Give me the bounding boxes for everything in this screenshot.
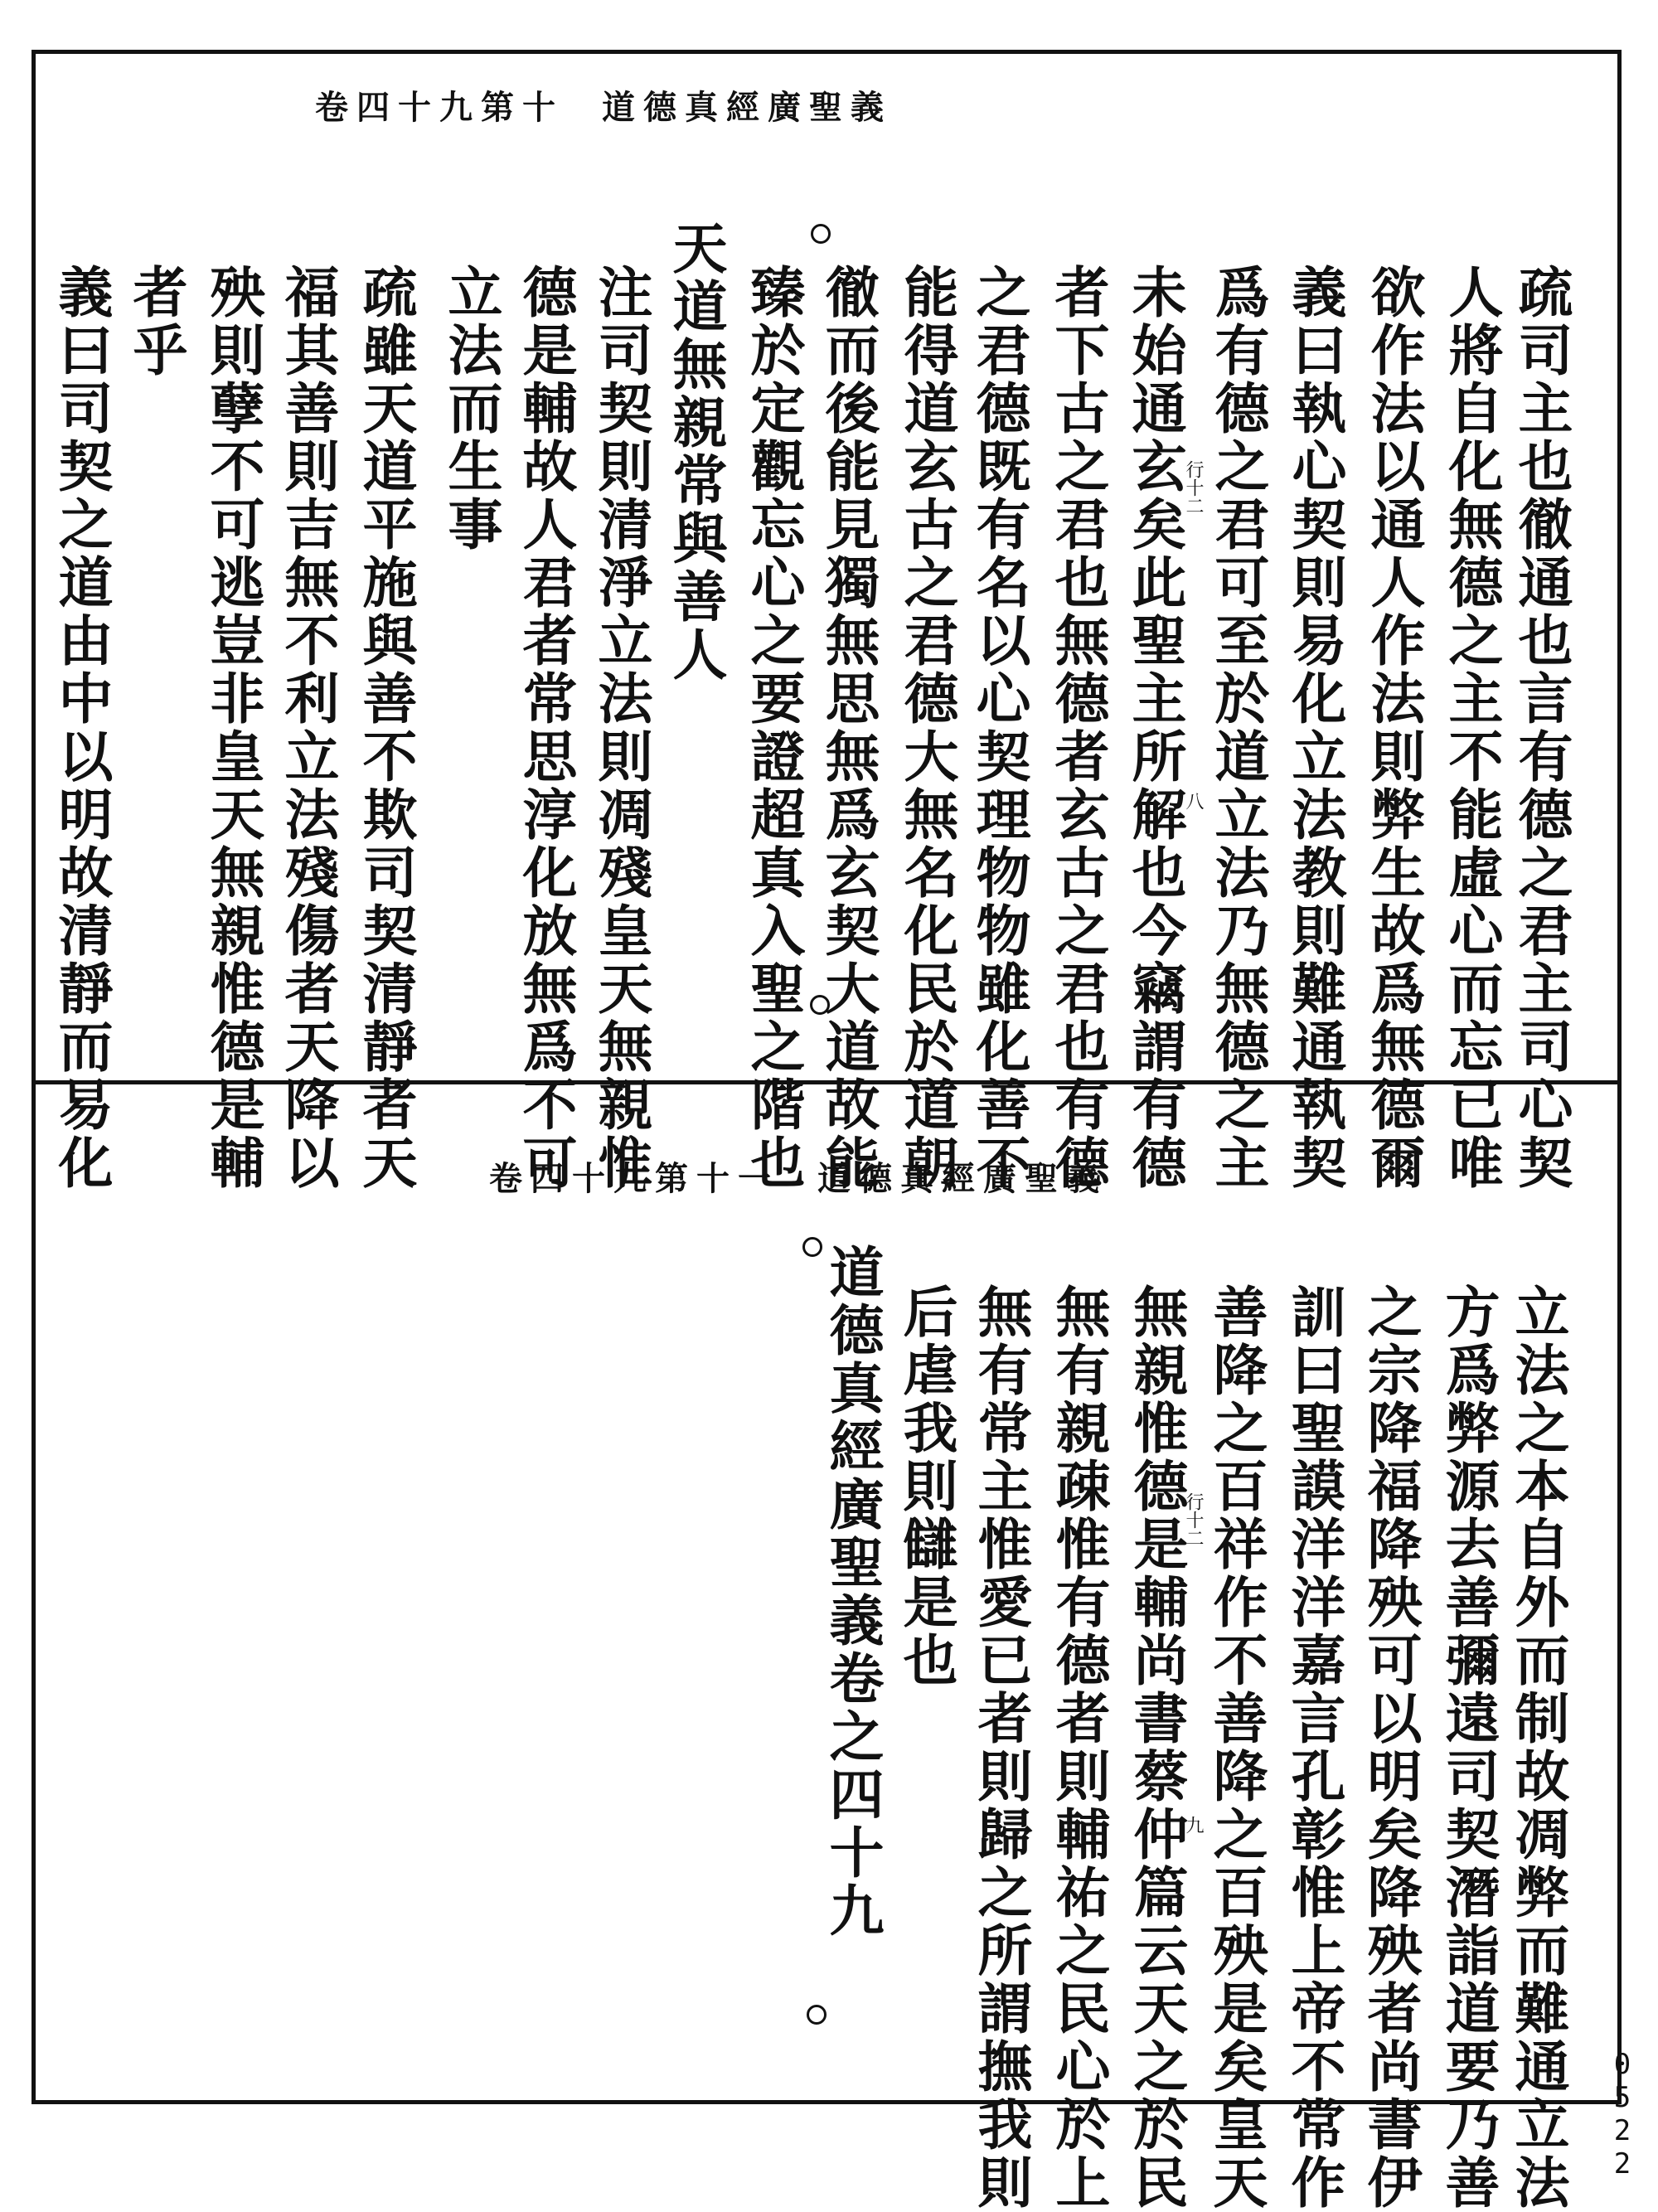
text-column: 者乎 bbox=[124, 264, 188, 380]
margin-note: 九 bbox=[1183, 1816, 1204, 1834]
text-column: 殃則孽不可逃豈非皇天無親惟德是輔 bbox=[201, 264, 265, 1192]
bottom-header-volume: 卷四十九第十一 bbox=[489, 1159, 779, 1198]
text-column: 訓曰聖謨洋洋嘉言孔彰惟上帝不常作 bbox=[1282, 1283, 1346, 2212]
text-column: 注司契則清淨立法則凋殘皇天無親惟 bbox=[589, 264, 653, 1192]
binding-hole-marker bbox=[811, 224, 831, 244]
bottom-header bbox=[489, 1152, 1146, 1200]
text-column: 欲作法以通人作法則弊生故爲無德爾 bbox=[1361, 264, 1426, 1192]
text-column: 立法而生事 bbox=[439, 264, 503, 554]
text-column: 之宗降福降殃可以明矣降殃者尚書伊 bbox=[1358, 1283, 1423, 2212]
text-column: 福其善則吉無不利立法殘傷者天降以 bbox=[275, 264, 340, 1192]
text-column: 天道無親常與善人 bbox=[663, 220, 728, 684]
text-column: 人將自化無德之主不能虛心而忘已唯 bbox=[1439, 264, 1504, 1192]
text-column: 無有親疎惟有德者則輔祐之民心於上 bbox=[1046, 1283, 1111, 2212]
text-column: 未始通玄矣此聖主所解也今竊謂有德 bbox=[1122, 264, 1187, 1192]
binding-hole-marker bbox=[807, 2005, 827, 2025]
page-number: 0522 bbox=[1606, 2048, 1639, 2180]
bottom-header-title: 道德真經廣聖義 bbox=[817, 1159, 1108, 1198]
text-column: 道德真經廣聖義卷之四十九 bbox=[820, 1244, 885, 1940]
text-column: 臻於定觀忘心之要證超真入聖之階也 bbox=[741, 264, 806, 1192]
text-column: 疏司主也徹通也言有德之君主司心契 bbox=[1509, 264, 1573, 1192]
margin-note: 行十二 bbox=[1183, 460, 1204, 515]
text-column: 義曰執心契則易化立法教則難通執契 bbox=[1282, 264, 1347, 1192]
text-column: 后虐我則讎是也 bbox=[894, 1283, 958, 1690]
margin-note: 八 bbox=[1183, 792, 1204, 810]
text-column: 立法之本自外而制故凋弊而難通立法 bbox=[1505, 1283, 1570, 2212]
text-column: 能得道玄古之君德大無名化民於道朝 bbox=[894, 264, 959, 1192]
text-column: 爲有德之君可至於道立法乃無德之主 bbox=[1205, 264, 1270, 1192]
top-header-volume: 卷四十九第十 bbox=[315, 88, 564, 127]
text-column: 之君德既有名以心契理物物雖化善不 bbox=[967, 264, 1031, 1192]
text-column: 疏雖天道平施與善不欺司契清靜者天 bbox=[353, 264, 418, 1192]
top-header bbox=[315, 81, 930, 129]
text-column: 義曰司契之道由中以明故清靜而易化 bbox=[49, 264, 114, 1192]
text-column: 德是輔故人君者常思淳化放無爲不可 bbox=[513, 264, 578, 1192]
text-column: 無親惟德是輔尚書蔡仲篇云天之於民 bbox=[1124, 1283, 1189, 2212]
text-column: 徹而後能見獨無思無爲玄契大道故能 bbox=[816, 264, 880, 1192]
text-column: 方爲弊源去善彌遠司契潛詣道要乃善 bbox=[1436, 1283, 1500, 2212]
text-column: 善降之百祥作不善降之百殃是矣皇天 bbox=[1204, 1283, 1268, 2212]
text-column: 無有常主惟愛已者則歸之所謂撫我則 bbox=[968, 1283, 1033, 2212]
margin-note: 行十二 bbox=[1183, 1492, 1204, 1547]
text-column: 者下古之君也無德者玄古之君也有德 bbox=[1045, 264, 1110, 1192]
top-header-title: 道德真經廣聖義 bbox=[602, 88, 892, 127]
